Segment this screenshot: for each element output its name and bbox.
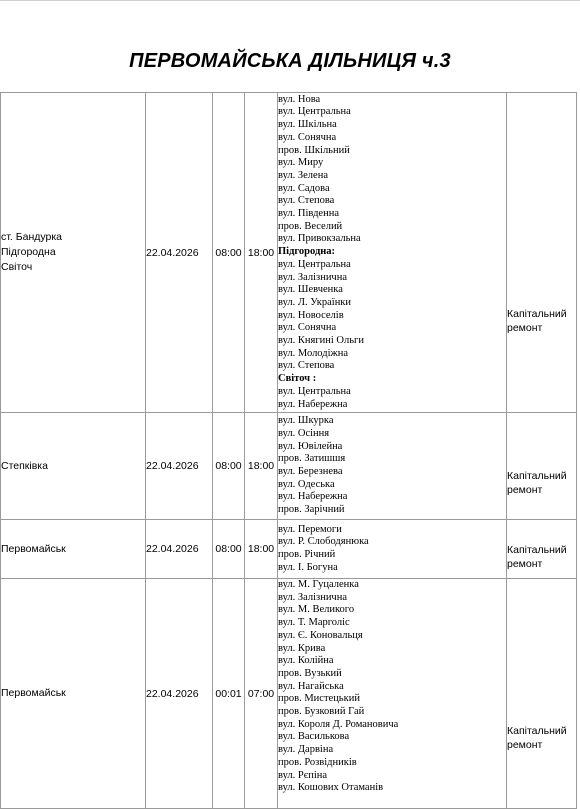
work-type-cell: Капітальний ремонт xyxy=(507,413,577,520)
settlement-cell xyxy=(1,579,146,809)
street-name: вул. Березнева xyxy=(278,466,343,477)
street-name: вул. Ювілейна xyxy=(278,440,343,452)
end-time-cell: 18:00 xyxy=(245,413,278,520)
end-time-cell: 18:00 xyxy=(245,93,278,413)
work-type-cell: Капітальний ремонт xyxy=(507,520,577,579)
street-name: вул. Перемоги xyxy=(278,523,342,535)
street-name: вул. М. Гуцаленка xyxy=(278,579,359,590)
street-name: вул. Т. Марголіс xyxy=(278,617,350,629)
table-row xyxy=(1,413,577,520)
settlement-cell xyxy=(1,93,146,413)
table-row xyxy=(1,579,577,809)
table-row xyxy=(1,520,577,579)
settlement-name: Підгородна xyxy=(1,246,56,258)
street-name: вул. Сонячна xyxy=(278,322,337,334)
top-border-line xyxy=(0,0,580,1)
street-name: вул. Новоселів xyxy=(278,309,344,321)
work-type-cell: Капітальний ремонт xyxy=(507,93,577,413)
settlement-subheading: Світоч : xyxy=(278,373,317,385)
street-name: вул. Молодіжна xyxy=(278,347,349,359)
end-time-cell: 07:00 xyxy=(245,579,278,809)
street-name: пров. Мистецький xyxy=(278,693,360,705)
date-cell: 22.04.2026 xyxy=(146,520,213,579)
street-name: вул. Василькова xyxy=(278,731,350,743)
street-name: вул. Княгині Ольги xyxy=(278,335,364,347)
street-name: вул. Р. Слободянюка xyxy=(278,536,369,548)
settlement-name: Світоч xyxy=(1,261,33,273)
page-title: ПЕРВОМАЙСЬКА ДІЛЬНИЦЯ ч.3 xyxy=(129,50,451,72)
street-name: вул. Шкільна xyxy=(278,119,337,131)
street-name: вул. Центральна xyxy=(278,258,351,270)
street-name: вул. І. Богуна xyxy=(278,561,338,573)
street-name: вул. Залізнична xyxy=(278,271,347,283)
end-time-cell: 18:00 xyxy=(245,520,278,579)
street-name: вул. Набережна xyxy=(278,491,348,503)
street-name: пров. Вузький xyxy=(278,667,342,679)
street-name: вул. Миру xyxy=(278,157,324,169)
street-name: вул. Садова xyxy=(278,182,330,194)
settlement-cell xyxy=(1,413,146,520)
start-time-cell: 08:00 xyxy=(213,413,245,520)
street-name: вул. Дарвіна xyxy=(278,744,334,756)
street-name: вул. Південна xyxy=(278,208,339,220)
streets-cell xyxy=(278,93,507,413)
street-name: вул. Осіння xyxy=(278,427,330,439)
street-name: пров. Бузковий Гай xyxy=(278,706,365,718)
street-name: вул. М. Великого xyxy=(278,604,355,616)
street-name: вул. Нова xyxy=(278,93,321,105)
street-name: вул. Кошових Отаманів xyxy=(278,782,384,794)
street-name: пров. Річний xyxy=(278,549,336,560)
street-name: вул. Сонячна xyxy=(278,131,337,143)
street-name: вул. Колійна xyxy=(278,655,334,667)
street-name: пров. Зарічний xyxy=(278,504,345,516)
start-time-cell: 08:00 xyxy=(213,93,245,413)
streets-cell xyxy=(278,413,507,520)
street-name: вул. Є. Коновальця xyxy=(278,629,363,641)
street-name: вул. Крива xyxy=(278,642,326,654)
street-name: вул. Центральна xyxy=(278,106,351,118)
street-name: пров. Затишшя xyxy=(278,453,346,465)
street-name: вул. Залізнична xyxy=(278,591,347,603)
table-row xyxy=(1,93,577,413)
street-name: вул. Л. Українки xyxy=(278,296,352,308)
outage-schedule-table xyxy=(0,92,577,809)
settlement-subheading: Підгородна: xyxy=(278,246,336,258)
streets-cell xyxy=(278,579,507,809)
streets-cell xyxy=(278,520,507,579)
street-name: вул. Одеська xyxy=(278,478,335,490)
settlement-name: Степківка xyxy=(1,459,48,472)
street-name: вул. Шевченка xyxy=(278,284,343,296)
street-name: пров. Розвідників xyxy=(278,756,357,768)
street-name: вул. Нагайська xyxy=(278,680,344,692)
date-cell: 22.04.2026 xyxy=(146,413,213,520)
start-time-cell: 08:00 xyxy=(213,520,245,579)
street-name: пров. Шкільний xyxy=(278,144,350,156)
street-name: вул. Рєпіна xyxy=(278,769,328,781)
street-name: вул. Короля Д. Романовича xyxy=(278,718,399,730)
start-time-cell: 00:01 xyxy=(213,579,245,809)
street-name: вул. Центральна xyxy=(278,385,351,397)
street-name: вул. Степова xyxy=(278,360,335,372)
street-name: вул. Степова xyxy=(278,195,335,207)
street-name: вул. Привокзальна xyxy=(278,233,361,245)
street-name: вул. Набережна xyxy=(278,398,348,410)
street-name: вул. Шкурка xyxy=(278,415,334,427)
settlement-name: Первомайськ xyxy=(1,687,66,699)
street-name: вул. Зелена xyxy=(278,169,328,181)
work-type-cell: Капітальний ремонт xyxy=(507,579,577,809)
settlement-cell xyxy=(1,520,146,579)
date-cell: 22.04.2026 xyxy=(146,579,213,809)
settlement-name: Первомайськ xyxy=(1,542,66,555)
settlement-name: ст. Бандурка xyxy=(1,231,63,243)
street-name: пров. Веселий xyxy=(278,220,343,232)
date-cell: 22.04.2026 xyxy=(146,93,213,413)
